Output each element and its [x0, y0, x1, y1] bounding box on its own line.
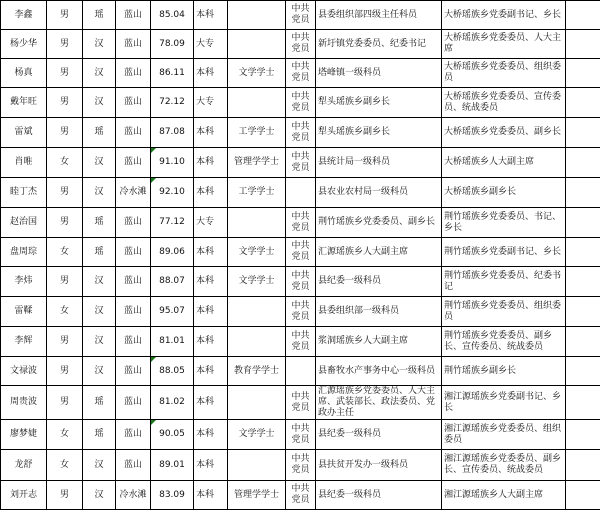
- cell-current-post: 县纪委一级科员: [316, 267, 442, 297]
- table-body: [1, 1, 600, 510]
- cell-score: 78.09: [151, 30, 194, 59]
- cell-party: 中共党员: [286, 238, 316, 267]
- cell-origin: 蓝山: [116, 238, 151, 267]
- cell-education: 大专: [194, 208, 228, 238]
- cell-empty: [566, 481, 600, 510]
- cell-name: 文禄波: [1, 357, 47, 386]
- cell-degree: [228, 208, 286, 238]
- cell-party: 中共党员: [286, 59, 316, 88]
- cell-ethnicity: 汉: [83, 148, 116, 178]
- cell-party: 中共党员: [286, 118, 316, 148]
- cell-empty: [566, 238, 600, 267]
- cell-current-post: 县统计局一级科员: [316, 148, 442, 178]
- table-row: [1, 208, 600, 238]
- cell-score: 91.10: [151, 148, 194, 178]
- cell-empty: [566, 267, 600, 297]
- cell-education: 本科: [194, 386, 228, 420]
- cell-proposed-post: 荆竹瑶族乡党委副书记、乡长: [442, 238, 566, 267]
- cell-current-post: 县畜牧水产事务中心一级科员: [316, 357, 442, 386]
- table-row: [1, 481, 600, 510]
- cell-origin: 蓝山: [116, 327, 151, 357]
- cell-proposed-post: 大桥瑶族乡副乡长: [442, 178, 566, 208]
- cell-proposed-post: 湘江源瑶族乡人大副主席: [442, 481, 566, 510]
- cell-name: 赵治国: [1, 208, 47, 238]
- cell-origin: 蓝山: [116, 450, 151, 481]
- cell-education: 本科: [194, 238, 228, 267]
- cell-education: 本科: [194, 357, 228, 386]
- cell-current-post: 犁头瑶族乡副乡长: [316, 118, 442, 148]
- cell-score: 92.10: [151, 178, 194, 208]
- cell-education: 大专: [194, 88, 228, 118]
- cell-ethnicity: 汉: [83, 327, 116, 357]
- table-row: [1, 148, 600, 178]
- cell-proposed-post: 大桥瑶族乡党委委员、宣传委员、统战委员: [442, 88, 566, 118]
- cell-degree: 工学学士: [228, 178, 286, 208]
- cell-empty: [566, 297, 600, 327]
- table-row: [1, 238, 600, 267]
- cell-gender: 男: [47, 481, 83, 510]
- cell-name: 杨真: [1, 59, 47, 88]
- cell-name: 刘开志: [1, 481, 47, 510]
- cell-gender: 男: [47, 30, 83, 59]
- cell-education: 本科: [194, 267, 228, 297]
- cell-ethnicity: 汉: [83, 450, 116, 481]
- cell-ethnicity: 瑶: [83, 238, 116, 267]
- cell-empty: [566, 1, 600, 30]
- cell-current-post: 犁头瑶族乡副乡长: [316, 88, 442, 118]
- cell-education: 本科: [194, 148, 228, 178]
- table-row: [1, 327, 600, 357]
- cell-current-post: 新圩镇党委委员、纪委书记: [316, 30, 442, 59]
- cell-gender: 男: [47, 118, 83, 148]
- table-row: [1, 420, 600, 450]
- cell-ethnicity: 汉: [83, 88, 116, 118]
- cell-party: [286, 178, 316, 208]
- cell-gender: 男: [47, 88, 83, 118]
- cell-party: 中共党员: [286, 481, 316, 510]
- cell-name: 雷斌: [1, 118, 47, 148]
- cell-party: 中共党员: [286, 450, 316, 481]
- cell-degree: [228, 1, 286, 30]
- cell-current-post: 浆洞瑶族乡人大副主席: [316, 327, 442, 357]
- cell-ethnicity: 瑶: [83, 420, 116, 450]
- cell-degree: 教育学学士: [228, 357, 286, 386]
- cell-ethnicity: 汉: [83, 178, 116, 208]
- cell-score: 95.07: [151, 297, 194, 327]
- cell-empty: [566, 208, 600, 238]
- cell-party: 中共党员: [286, 148, 316, 178]
- cell-education: 本科: [194, 118, 228, 148]
- cell-education: 本科: [194, 59, 228, 88]
- cell-party: 中共党员: [286, 208, 316, 238]
- cell-score: 88.05: [151, 357, 194, 386]
- cell-score: 83.09: [151, 481, 194, 510]
- cell-degree: 文学学士: [228, 420, 286, 450]
- cell-proposed-post: 大桥瑶族乡党委副书记、乡长: [442, 1, 566, 30]
- cell-name: 龙舒: [1, 450, 47, 481]
- cell-degree: 管理学学士: [228, 481, 286, 510]
- cell-gender: 女: [47, 420, 83, 450]
- cell-degree: 管理学学士: [228, 148, 286, 178]
- cell-degree: [228, 450, 286, 481]
- cell-ethnicity: 瑶: [83, 208, 116, 238]
- cell-proposed-post: 大桥瑶族乡党委委员、副乡长: [442, 118, 566, 148]
- cell-origin: 冷水滩: [116, 481, 151, 510]
- cell-gender: 女: [47, 148, 83, 178]
- cell-proposed-post: 大桥瑶族乡党委委员、组织委员: [442, 59, 566, 88]
- cell-name: 戴年旺: [1, 88, 47, 118]
- cell-score: 81.01: [151, 327, 194, 357]
- cell-proposed-post: 大桥瑶族乡党委委员、人大主席: [442, 30, 566, 59]
- cell-degree: 工学学士: [228, 118, 286, 148]
- table-row: [1, 59, 600, 88]
- cell-party: 中共党员: [286, 267, 316, 297]
- cell-gender: 女: [47, 450, 83, 481]
- cell-education: 本科: [194, 450, 228, 481]
- cell-ethnicity: 汉: [83, 59, 116, 88]
- cell-current-post: 县扶贫开发办一级科员: [316, 450, 442, 481]
- cell-gender: 男: [47, 357, 83, 386]
- cell-empty: [566, 178, 600, 208]
- cell-name: 睦丁杰: [1, 178, 47, 208]
- cell-party: 中共党员: [286, 327, 316, 357]
- cell-gender: 男: [47, 208, 83, 238]
- cell-empty: [566, 88, 600, 118]
- cell-party: 中共党员: [286, 1, 316, 30]
- cell-current-post: 汇源瑶族乡人大副主席: [316, 238, 442, 267]
- cell-score: 89.01: [151, 450, 194, 481]
- cell-degree: [228, 30, 286, 59]
- cell-proposed-post: 荆竹瑶族乡党委委员、副乡长、宣传委员、统战委员: [442, 327, 566, 357]
- cell-origin: 蓝山: [116, 386, 151, 420]
- cell-origin: 蓝山: [116, 148, 151, 178]
- cell-proposed-post: 荆竹瑶族乡党委委员、书记、乡长: [442, 208, 566, 238]
- cell-empty: [566, 30, 600, 59]
- cell-proposed-post: 荆竹瑶族乡党委委员、纪委书记: [442, 267, 566, 297]
- cell-name: 盘周琮: [1, 238, 47, 267]
- cell-name: 杨少华: [1, 30, 47, 59]
- cell-party: 中共党员: [286, 420, 316, 450]
- cell-degree: [228, 386, 286, 420]
- cell-gender: 男: [47, 59, 83, 88]
- cell-name: 李炜: [1, 267, 47, 297]
- table-row: [1, 118, 600, 148]
- cell-score: 72.12: [151, 88, 194, 118]
- cell-ethnicity: 汉: [83, 297, 116, 327]
- cell-origin: 蓝山: [116, 357, 151, 386]
- cell-gender: 女: [47, 297, 83, 327]
- cell-ethnicity: 汉: [83, 481, 116, 510]
- cell-name: 李辉: [1, 327, 47, 357]
- cell-gender: 男: [47, 386, 83, 420]
- cell-origin: 蓝山: [116, 30, 151, 59]
- cell-score: 77.12: [151, 208, 194, 238]
- table-row: [1, 267, 600, 297]
- cell-ethnicity: 瑶: [83, 1, 116, 30]
- cell-name: 周贵波: [1, 386, 47, 420]
- cell-origin: 蓝山: [116, 59, 151, 88]
- cell-name: 李鑫: [1, 1, 47, 30]
- cell-current-post: 荆竹瑶族乡党委委员、副乡长: [316, 208, 442, 238]
- cell-score: 88.07: [151, 267, 194, 297]
- cell-party: 中共党员: [286, 30, 316, 59]
- cell-origin: 蓝山: [116, 297, 151, 327]
- cell-degree: 文学学士: [228, 59, 286, 88]
- cell-degree: 文学学士: [228, 238, 286, 267]
- cell-empty: [566, 59, 600, 88]
- cell-gender: 男: [47, 178, 83, 208]
- cell-score: 89.06: [151, 238, 194, 267]
- cell-party: [286, 357, 316, 386]
- cell-empty: [566, 450, 600, 481]
- cell-education: 本科: [194, 420, 228, 450]
- cell-empty: [566, 420, 600, 450]
- cell-origin: 蓝山: [116, 1, 151, 30]
- cell-score: 81.02: [151, 386, 194, 420]
- cell-empty: [566, 148, 600, 178]
- cell-proposed-post: 湘江源瑶族乡党委副书记、乡长: [442, 386, 566, 420]
- cell-education: 本科: [194, 297, 228, 327]
- cell-gender: 男: [47, 267, 83, 297]
- cell-proposed-post: 荆竹瑶族乡副乡长: [442, 357, 566, 386]
- cell-proposed-post: 湘江源瑶族乡党委委员、组织委员: [442, 420, 566, 450]
- cell-current-post: 塔峰镇一级科员: [316, 59, 442, 88]
- cell-empty: [566, 118, 600, 148]
- cell-education: 大专: [194, 30, 228, 59]
- cell-party: 中共党员: [286, 386, 316, 420]
- cell-ethnicity: 汉: [83, 357, 116, 386]
- table-row: [1, 178, 600, 208]
- cell-origin: 蓝山: [116, 420, 151, 450]
- table-row: [1, 297, 600, 327]
- cell-degree: [228, 297, 286, 327]
- cell-ethnicity: 汉: [83, 267, 116, 297]
- cell-score: 87.08: [151, 118, 194, 148]
- cell-education: 本科: [194, 178, 228, 208]
- cell-gender: 男: [47, 1, 83, 30]
- cell-current-post: 县委组织部一级科员: [316, 297, 442, 327]
- cell-degree: 文学学士: [228, 267, 286, 297]
- cell-ethnicity: 瑶: [83, 118, 116, 148]
- cell-education: 本科: [194, 1, 228, 30]
- cell-ethnicity: 汉: [83, 30, 116, 59]
- cell-ethnicity: 瑶: [83, 386, 116, 420]
- cell-origin: 蓝山: [116, 208, 151, 238]
- table-row: [1, 88, 600, 118]
- cell-empty: [566, 327, 600, 357]
- cell-current-post: 县委组织部四级主任科员: [316, 1, 442, 30]
- table-row: [1, 450, 600, 481]
- cell-education: 本科: [194, 481, 228, 510]
- cell-name: 廖梦婕: [1, 420, 47, 450]
- cell-current-post: 县纪委一级科员: [316, 481, 442, 510]
- cell-party: 中共党员: [286, 88, 316, 118]
- cell-education: 本科: [194, 327, 228, 357]
- cell-gender: 女: [47, 238, 83, 267]
- cell-proposed-post: 荆竹瑶族乡党委委员、组织委员: [442, 297, 566, 327]
- cell-degree: [228, 327, 286, 357]
- cell-gender: 男: [47, 327, 83, 357]
- cell-empty: [566, 357, 600, 386]
- cell-current-post: 县农业农村局一级科员: [316, 178, 442, 208]
- cell-party: 中共党员: [286, 297, 316, 327]
- table-row: [1, 1, 600, 30]
- cell-score: 90.05: [151, 420, 194, 450]
- cell-score: 86.11: [151, 59, 194, 88]
- cell-degree: [228, 88, 286, 118]
- cell-origin: 蓝山: [116, 88, 151, 118]
- cell-proposed-post: 湘江源瑶族乡党委委员、副乡长、宣传委员、统战委员: [442, 450, 566, 481]
- cell-empty: [566, 386, 600, 420]
- table-row: [1, 386, 600, 420]
- cell-origin: 冷水滩: [116, 178, 151, 208]
- cell-name: 雷鞣: [1, 297, 47, 327]
- cell-current-post: 县纪委一级科员: [316, 420, 442, 450]
- cell-origin: 蓝山: [116, 267, 151, 297]
- cell-origin: 蓝山: [116, 118, 151, 148]
- table-row: [1, 357, 600, 386]
- cell-score: 85.04: [151, 1, 194, 30]
- cell-name: 肖唯: [1, 148, 47, 178]
- cell-current-post: 汇源瑶族乡党委委员、人大主席、武装部长、政法委员、党政办主任: [316, 386, 442, 420]
- table-row: [1, 30, 600, 59]
- cell-proposed-post: 大桥瑶族乡人大副主席: [442, 148, 566, 178]
